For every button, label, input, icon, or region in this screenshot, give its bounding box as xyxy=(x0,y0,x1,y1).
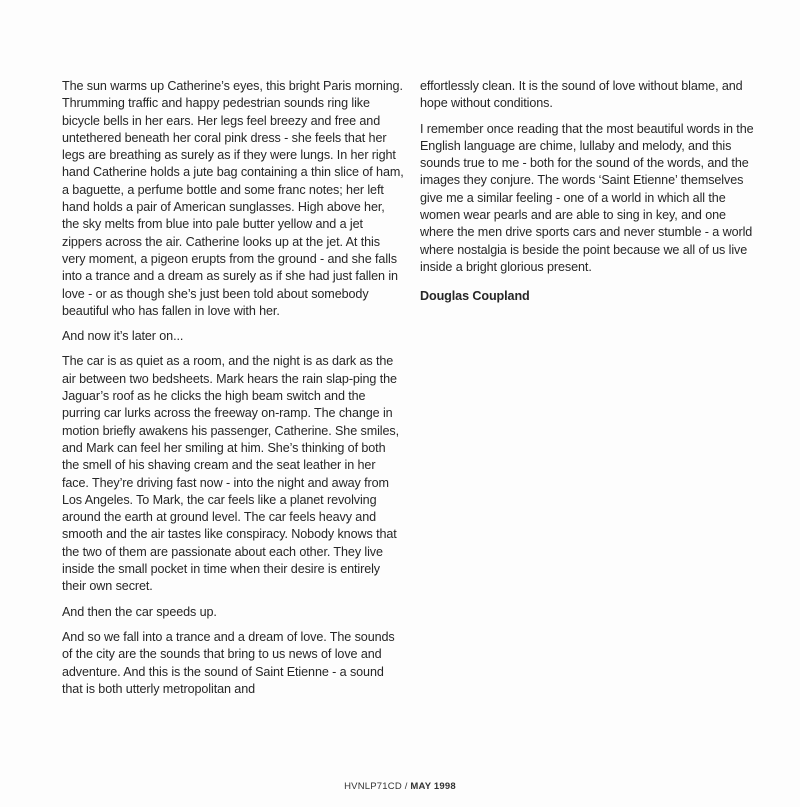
paragraph-paris-morning: The sun warms up Catherine’s eyes, this bright Paris morning. Thrumming traffic and happy pedestrian sounds ring like bicycle bells in her ears. Her legs feel breezy and free and untethered beneath her coral pink dress - she feels that her legs are breathing as surely as if they were lungs. In her right hand Catherine holds a jute bag containing a thin slice of ham, a baguette, a perfume bottle and some franc notes; her left hand holds a pair of American sunglasses. High above her, the sky melts from blue into pale butter yellow and a jet zippers across the air. Catherine looks up at the jet. At this very moment, a pigeon erupts from the ground - and she falls into a trance and a dream as surely as if she had just fallen in love - or as though she’s just been told about somebody beautiful who has fallen in love with her. xyxy=(62,79,404,318)
right-text-column xyxy=(420,78,762,314)
paragraph-effortlessly-clean: effortlessly clean. It is the sound of love without blame, and hope without conditions. xyxy=(420,79,743,111)
left-text-column xyxy=(62,78,404,706)
paragraph-car-speeds-up: And then the car speeds up. xyxy=(62,604,217,619)
release-date: MAY 1998 xyxy=(410,781,456,792)
paragraph-car-night: The car is as quiet as a room, and the night is as dark as the air between two bedsheets. Mark hears the rain slap-ping the Jaguar’s roof as he clicks the high beam switch and the purring car lurks across the freeway on-ramp. The change in motion briefly awakens his passenger, Catherine. She smiles, and Mark can feel her smiling at him. She’s thinking of both the smell of his shaving cream and the seat leather in her face. They’re driving fast now - into the night and away from Los Angeles. To Mark, the car feels like a planet revolving around the earth at ground level. The car feels heavy and smooth and the air tastes like conspiracy. Nobody knows that the two of them are passionate about each other. They live inside the small pocket in time when their desire is entirely their own secret. xyxy=(62,354,400,594)
catalog-footer xyxy=(0,781,800,792)
paragraph-beautiful-words: I remember once reading that the most beautiful words in the English language are chime, lullaby and melody, and this sounds true to me - both for the sound of the words, and the images they conjure. The words ‘Saint Etienne’ themselves give me a similar feeling - one of a world in which all the women wear pearls and are able to sing in key, and one where the men drive sports cars and never stumble - a world where nostalgia is beside the point because we all of us live inside a bright glorious present. xyxy=(420,121,754,274)
paragraph-trance-of-love: And so we fall into a trance and a dream of love. The sounds of the city are the sounds that bring to us news of love and adventure. And this is the sound of Saint Etienne - a sound that is both utterly metropolitan and xyxy=(62,629,395,696)
catalog-number: HVNLP71CD / xyxy=(344,781,411,792)
author-signature: Douglas Coupland xyxy=(420,289,530,304)
paragraph-later-on: And now it’s later on... xyxy=(62,329,184,344)
